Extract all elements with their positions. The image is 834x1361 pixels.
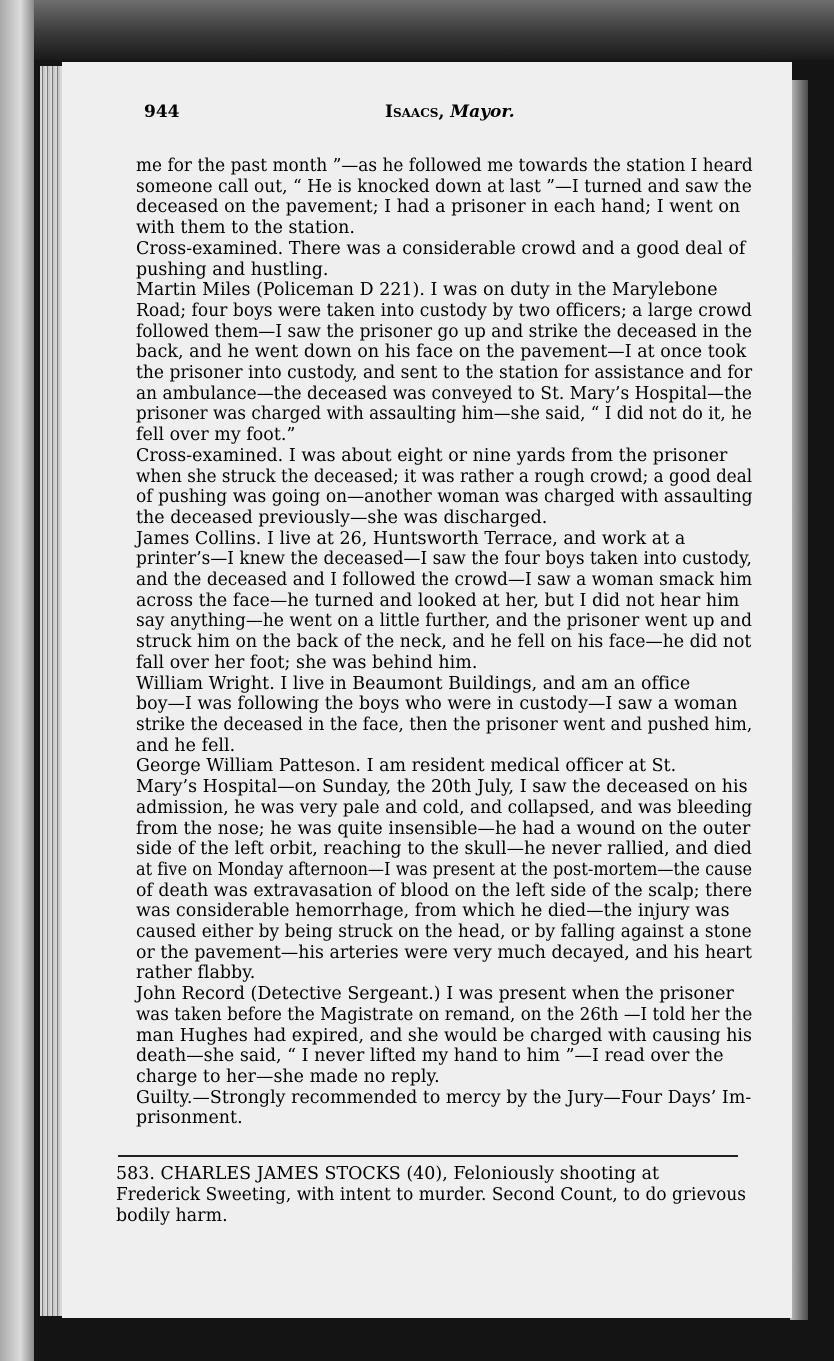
text-line: John Record (Detective Sergeant.) I was present when the prisoner — [136, 984, 734, 1005]
text-line: William Wright. I live in Beaumont Buildings, and am an office — [136, 673, 691, 694]
text-line: when she struck the deceased; it was rather a rough crowd; a good deal — [136, 466, 753, 487]
text-line: and he fell. — [136, 735, 236, 756]
text-line: was taken before the Magistrate on remand, on the 26th —I told her the — [136, 1004, 753, 1025]
text-line: caused either by being struck on the head, or by falling against a stone — [136, 922, 752, 943]
text-line: the deceased previously—she was discharged. — [136, 507, 548, 528]
text-line: strike the deceased in the face, then the prisoner went and pushed him, — [136, 714, 753, 735]
next-case-entry — [116, 1164, 746, 1227]
text-line: back, and he went down on his face on the pavement—I at once took — [136, 342, 747, 363]
text-line: side of the left orbit, reaching to the skull—he never rallied, and died — [136, 839, 752, 860]
text-line: bodily harm. — [116, 1206, 228, 1226]
text-line: me for the past month ”—as he followed me towards the station I heard — [136, 156, 753, 176]
text-line: James Collins. I live at 26, Huntsworth Terrace, and work at a — [136, 528, 686, 549]
text-line: someone call out, “ He is knocked down at last ”—I turned and saw the — [136, 176, 752, 197]
text-line: say anything—he went on a little further, and the prisoner went up and — [136, 611, 753, 632]
text-line: Martin Miles (Policeman D 221). I was on duty in the Marylebone — [136, 280, 718, 301]
text-line: man Hughes had expired, and she would be charged with causing his — [136, 1025, 752, 1046]
text-line: boy—I was following the boys who were in custody—I saw a woman — [136, 694, 738, 715]
book-right-edge — [790, 80, 808, 1320]
page-number: 944 — [144, 102, 180, 122]
text-line: and the deceased and I followed the crowd—I saw a woman smack him — [136, 570, 753, 591]
text-line: was considerable hemorrhage, from which he died—the injury was — [136, 901, 730, 922]
text-line: Cross-examined. I was about eight or nine yards from the prisoner — [136, 445, 728, 466]
text-line: pushing and hustling. — [136, 259, 329, 280]
text-line: or the pavement—his arteries were very much decayed, and his heart — [136, 942, 752, 963]
text-line: prisoner was charged with assaulting him—she said, “ I did not do it, he — [136, 404, 752, 425]
verdict-line: Guilty.—Strongly recommended to mercy by the Jury—Four Days’ Im- — [136, 1087, 752, 1108]
text-line: Frederick Sweeting, with intent to murder. Second Count, to do grievous — [116, 1185, 746, 1205]
text-line: struck him on the back of the neck, and he fell on his face—he did not — [136, 632, 752, 653]
running-head-title: Mayor. — [450, 102, 515, 122]
book-page-edges — [40, 66, 62, 1316]
text-line: admission, he was very pale and cold, and collapsed, and was bleeding — [136, 797, 753, 818]
case-heading-line: 583. CHARLES JAMES STOCKS (40), Feloniously shooting at — [116, 1164, 660, 1184]
running-head-name: Isaacs, — [385, 102, 445, 122]
text-line: Cross-examined. There was a considerable crowd and a good deal of — [136, 238, 746, 259]
text-line: across the face—he turned and looked at her, but I did not hear him — [136, 590, 740, 611]
text-line: of pushing was going on—another woman was charged with assaulting — [136, 487, 753, 508]
text-line: Road; four boys were taken into custody by two officers; a large crowd — [136, 300, 752, 321]
text-line: rather flabby. — [136, 963, 256, 984]
text-line: an ambulance—the deceased was conveyed to St. Mary’s Hospital—the — [136, 383, 753, 404]
text-line: printer’s—I knew the deceased—I saw the four boys taken into custody, — [136, 549, 752, 570]
running-head — [385, 102, 515, 122]
text-line: death—she said, “ I never lifted my hand to him ”—I read over the — [136, 1046, 724, 1067]
text-line: charge to her—she made no reply. — [136, 1066, 440, 1087]
text-line: from the nose; he was quite insensible—he had a wound on the outer — [136, 818, 751, 839]
text-line: of death was extravasation of blood on the left side of the scalp; there — [136, 880, 753, 901]
text-line: fall over her foot; she was behind him. — [136, 652, 478, 673]
text-line: George William Patteson. I am resident medical officer at St. — [136, 756, 677, 777]
verdict-line: prisonment. — [136, 1108, 243, 1129]
case-separator-rule — [118, 1155, 738, 1157]
text-line: the prisoner into custody, and sent to the station for assistance and for — [136, 363, 753, 384]
text-line: deceased on the pavement; I had a prisoner in each hand; I went on — [136, 197, 741, 218]
text-line: fell over my foot.” — [136, 425, 296, 446]
text-line: followed them—I saw the prisoner go up and strike the deceased in the — [136, 321, 753, 342]
text-line: Mary’s Hospital—on Sunday, the 20th July, I saw the deceased on his — [136, 777, 748, 798]
text-line: with them to the station. — [136, 218, 355, 239]
scan-top-border — [0, 0, 834, 60]
text-line: at five on Monday afternoon—I was present at the post-mortem—the cause — [136, 859, 753, 880]
scan-left-border — [0, 0, 34, 1361]
body-text — [136, 156, 752, 1129]
page-header — [80, 102, 515, 126]
